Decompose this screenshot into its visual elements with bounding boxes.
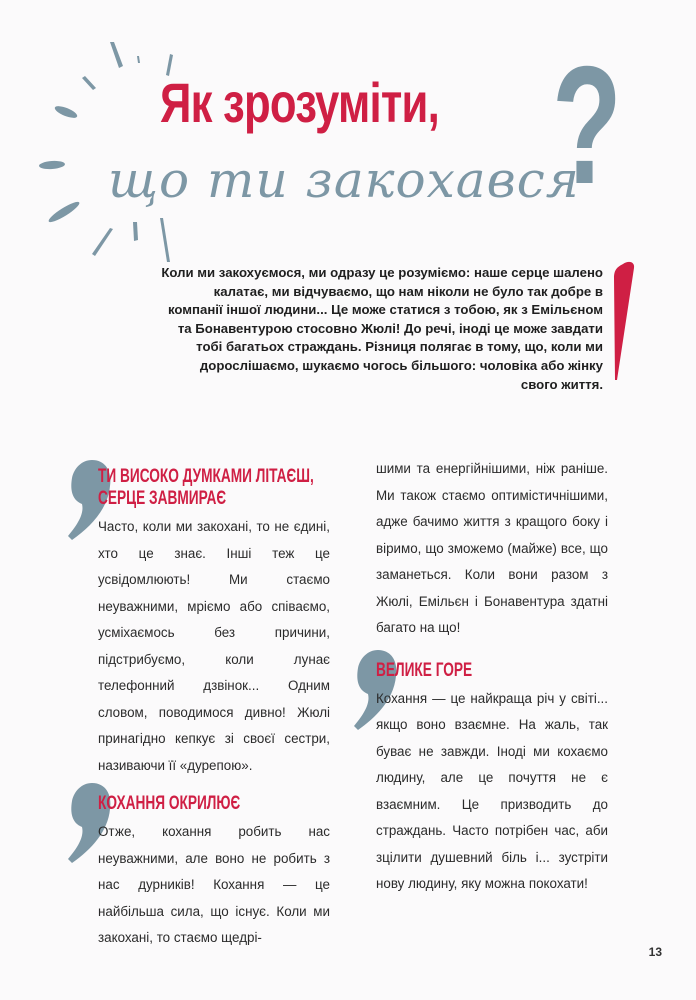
section-heading-line: СЕРЦЕ ЗАВМИРАЄ: [98, 488, 227, 509]
section-body: Кохання — це найкраща річ у світі... якщо воно взаємне. На жаль, так буває не завжди. Іноді ми кохаємо людину, але це почуття не є взаємним. Це призводить до страждань. Часто потрібен час, аби зцілити душевний біль і... зустріти нову людину, яку можна покохати!: [376, 690, 608, 891]
page-subtitle: що ти закохався: [108, 151, 580, 209]
question-mark-decoration: ?: [552, 31, 622, 219]
page-title: Як зрозуміти,: [160, 71, 439, 134]
section-body-continued: шими та енергійнішими, ніж раніше. Ми також стаємо оптимістичнішими, адже бачимо життя з кращого боку і віримо, що зможемо (майже) все, що заманеться. Коли вони разом з Жюлі, Емільєн і Бонавентура здатні багато на що!: [376, 461, 608, 635]
section-heading-line: ТИ ВИСОКО ДУМКАМИ ЛІТАЄШ,: [98, 466, 314, 487]
section-body: Отже, кохання робить нас неуважними, але воно не робить з нас дурників! Кохання — це найбільша сила, що існує. Коли ми закохані, то стаємо щедрі-: [98, 824, 330, 945]
section-great-grief: [376, 660, 608, 898]
section-heading: [98, 466, 314, 510]
section-heading: КОХАННЯ ОКРИЛЮЄ: [98, 793, 241, 814]
section-heading: ВЕЛИКЕ ГОРЕ: [376, 659, 473, 681]
red-brush-stroke-decoration: [605, 258, 635, 388]
left-column: [98, 466, 330, 952]
page-number: 13: [648, 945, 662, 959]
section-love-gives-wings: [98, 793, 330, 952]
right-column: [376, 461, 608, 898]
section-body: Часто, коли ми закохані, то не єдині, хто це знає. Інші теж це усвідомлюють! Ми стаємо неуважними, мріємо або співаємо, усміхаємось без причини, підстрибуємо, коли лунає телефонний дзвінок... Одним словом, поводимося дивно! Жюлі принагідно кепкує зі своєї сестри, називаючи її «дурепою».: [98, 519, 330, 773]
intro-paragraph: Коли ми закохуємося, ми одразу це розуміємо: наше серце шалено калатає, ми відчуваємо, що нам ніколи не було так добре в компанії іншої людини... Це може статися з тобою, як з Емільєном та Бонавентурою стосовно Жюлі! До речі, іноді це може завдати тобі багатьох страждань. Різниця полягає в тому, що, коли ми дорослішаємо, шукаємо чогось більшого: чоловіка або жінку свого життя.: [161, 265, 603, 392]
section-daydreaming: [98, 466, 330, 779]
